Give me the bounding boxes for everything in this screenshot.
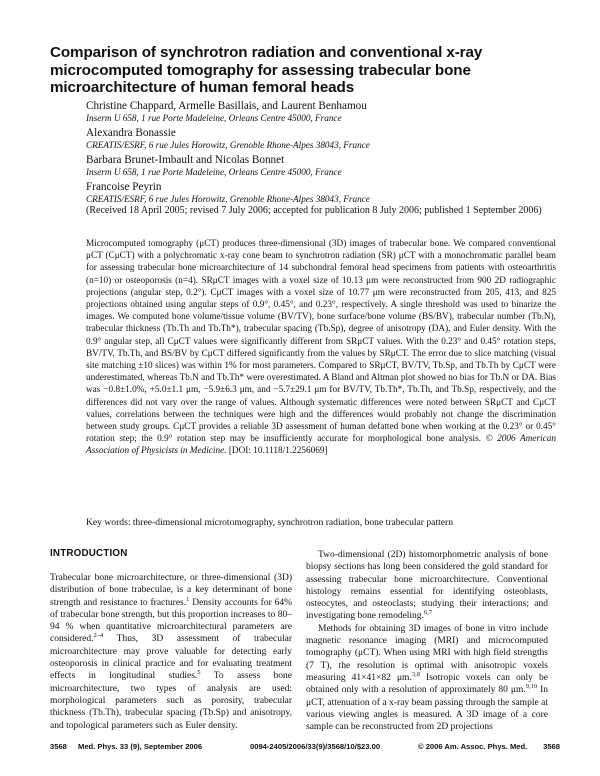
affiliation-1: Inserm U 658, 1 rue Porte Madeleine, Orleans Centre 45000, France <box>86 113 342 123</box>
paper-title: Comparison of synchrotron radiation and conventional x-ray microcomputed tomography for assessing trabecular bone microarchitecture of human femoral heads <box>50 44 483 97</box>
author-group-1: Christine Chappard, Armelle Basillais, and Laurent Benhamou <box>86 100 367 112</box>
right-column <box>306 549 548 733</box>
author-group-3: Barbara Brunet-Imbault and Nicolas Bonnet <box>86 154 285 166</box>
page-footer <box>50 742 560 751</box>
footer-page-right: 3568 <box>543 742 560 751</box>
intro-paragraph-1: Trabecular bone microarchitecture, or three-dimensional (3D) distribution of bone trabeculae, is a key determinant of bone strength and resistance to fractures.$^1$ Density accounts for 64% of trabecular bone strength, but this proportion increases to 80–94 % when quantitative microarchitectural parameters are considered.$^{2-4}$ Thus, 3D assessment of trabecular microarchitecture may prove valuable for detecting early osteoporosis in clinical practice and for evaluating treatment effects in longitudinal studies.$^5$ To assess bone microarchitecture, two types of analysis are used: morphological parameters such as porosity, trabecular thickness (Tb.Th), trabecular spacing (Tb.Sp) and anisotropy, and topological parameters such as Euler density. <box>50 573 292 731</box>
footer-copyright: © 2006 Am. Assoc. Phys. Med. <box>418 742 528 751</box>
footer-issn: 0094-2405/2006/33(9)/3568/10/$23.00 <box>250 742 381 751</box>
affiliation-2: CREATIS/ESRF, 6 rue Jules Horowitz, Grenoble Rhone-Alpes 38043, France <box>86 140 370 150</box>
abstract-text: Microcomputed tomography (μCT) produces three-dimensional (3D) images of trabecular bone. We compared conventional μCT (CμCT) with a polychromatic x-ray cone beam to synchrotron radiation (SR) μCT with a monochromatic parallel beam for assessing trabecular bone microarchitecture of 14 subchondral femoral head specimens from patients with osteoarthritis (n=10) or osteoporosis (n=4). SRμCT images with a voxel size of 10.13 μm were reconstructed from 900 2D radiographic projections (angular step, 0.2°). CμCT images with a voxel size of 10.77 μm were reconstructed from 205, 413, and 825 projections obtained using angular steps of 0.9°, 0.45°, and 0.23°, respectively. A single threshold was used to binarize the images. We computed bone volume/tissue volume (BV/TV), bone surface/bone volume (BS/BV), trabecular number (Tb.N), trabecular thickness (Tb.Th and Tb.Th*), trabecular spacing (Tb.Sp), degree of anisotropy (DA), and Euler density. With the 0.9° angular step, all CμCT values were significantly different from SRμCT values. With the 0.23° and 0.45° rotation steps, BV/TV, Tb.Th, and BS/BV by CμCT differed significantly from the values by SRμCT. The error due to slice matching (visual site matching ±10 slices) was within 1% for most parameters. Compared to SRμCT, BV/TV, Tb.Sp, and Tb.Th by CμCT were underestimated, whereas Tb.N and Tb.Th* were overestimated. A Bland and Altman plot showed no bias for Tb.N or DA. Bias was −0.8±1.0%, +5.0±1.1 μm, −5.9±6.3 μm, and −5.7±29.1 μm for BV/TV, Tb.Th*, Tb.Th, and Tb.Sp, respectively, and the differences did not vary over the range of values. Although systematic differences were noted between SRμCT and CμCT values, correlations between the techniques were high and the differences would probably not change the discrimination between study groups. CμCT provides a reliable 3D assessment of human defatted bone when working at the 0.23° or 0.45° rotation step; the 0.9° rotation step may be insufficiently accurate for morphological bone analysis. <box>86 239 556 445</box>
affiliation-3: Inserm U 658, 1 rue Porte Madeleine, Orleans Centre 45000, France <box>86 167 342 177</box>
ref-superscript[interactable]: 6,7 <box>423 609 433 617</box>
copyright-citation: © 2006 American Association of Physicists in Medicine. <box>86 434 556 457</box>
ref-superscript[interactable]: 5 <box>197 669 201 677</box>
abstract <box>86 238 556 458</box>
footer-journal: Med. Phys. 33 (9), September 2006 <box>78 742 203 751</box>
affiliation-4: CREATIS/ESRF, 6 rue Jules Horowitz, Grenoble Rhone-Alpes 38043, France <box>86 194 370 204</box>
author-group-2: Alexandra Bonassie <box>86 127 176 139</box>
author-group-4: Francoise Peyrin <box>86 181 162 193</box>
ref-superscript[interactable]: 1 <box>186 595 190 603</box>
received-dates: (Received 18 April 2005; revised 7 July 2006; accepted for publication 8 July 2006; published 1 September 2006) <box>86 205 542 216</box>
footer-page-left: 3568 <box>50 742 67 751</box>
intro-paragraph-2: Two-dimensional (2D) histomorphometric analysis of bone biopsy sections has long been considered the gold standard for assessing trabecular bone microarchitecture. Conventional histology remains essential for identifying osteoblasts, osteocytes, and osteoclasts; studying their interactions; and investigating bone remodeling.$^{6,7}$ <box>306 550 548 622</box>
keywords: Key words: three-dimensional microtomography, synchrotron radiation, bone trabecular pattern <box>86 517 454 528</box>
doi-link[interactable]: [DOI: 10.1118/1.2256069] <box>228 446 328 457</box>
ref-superscript[interactable]: 2–4 <box>93 632 104 640</box>
ref-superscript[interactable]: 9,10 <box>525 683 538 691</box>
section-title-introduction: INTRODUCTION <box>50 548 128 559</box>
intro-paragraph-3: Methods for obtaining 3D images of bone in vitro include magnetic resonance imaging (MRI) and microcomputed tomography (μCT). When using MRI with high field strengths (7 T), the resolution is optimal with anisotropic voxels measuring 41×41×82 μm.$^{3,8}$ Isotropic voxels can only be obtained only with a resolution of approximately 80 μm.$^{9,10}$ In μCT, attenuation of a x-ray beam passing through the sample at various viewing angles is measured. A 3D image of a core sample can be reconstructed from 2D projections <box>306 623 548 733</box>
left-column <box>50 572 292 732</box>
ref-superscript[interactable]: 3,8 <box>411 670 420 678</box>
